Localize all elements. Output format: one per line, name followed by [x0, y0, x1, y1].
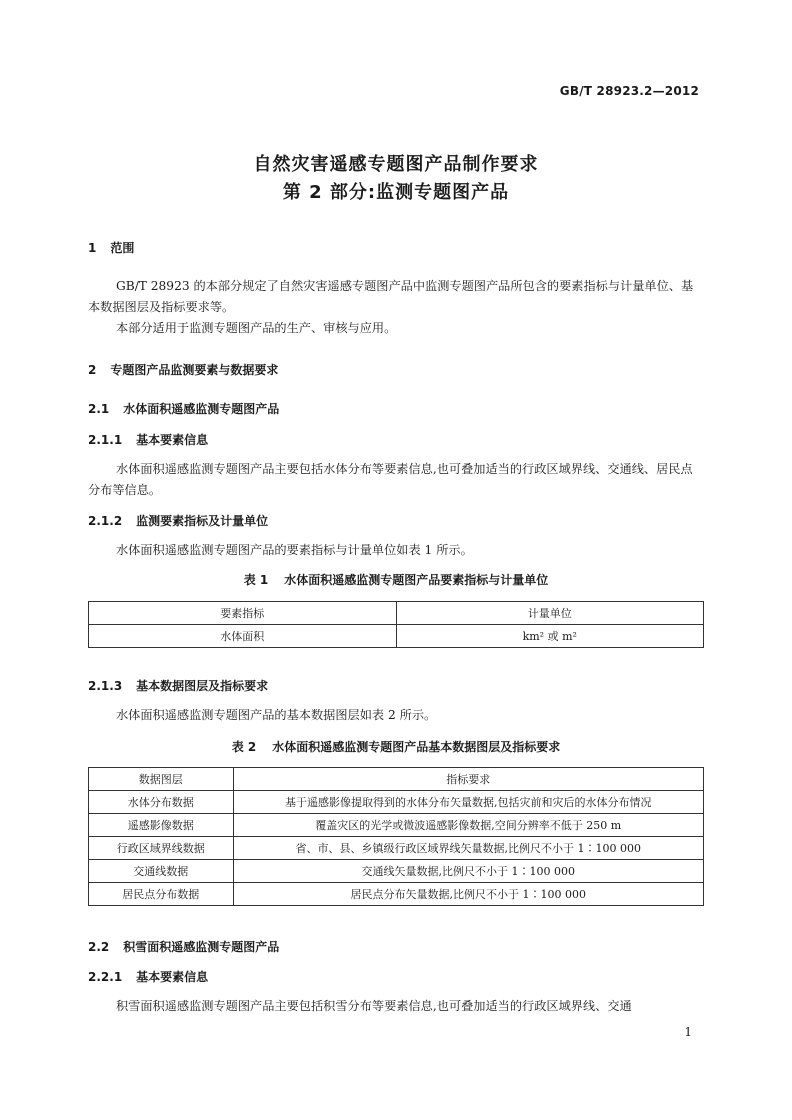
- table-row: [89, 625, 704, 648]
- table-caption-text: 水体面积遥感监测专题图产品基本数据图层及指标要求: [272, 740, 561, 754]
- table-cell: 行政区域界线数据: [89, 837, 234, 860]
- section-title: 范围: [110, 241, 135, 255]
- table-number: 表 2: [231, 740, 257, 754]
- table-cell: 水体分布数据: [89, 791, 234, 814]
- section-number: 2.1.2: [88, 514, 123, 528]
- table-row: [89, 791, 704, 814]
- table-header-cell: 要素指标: [89, 602, 397, 625]
- table-row: [89, 837, 704, 860]
- table-cell: km² 或 m²: [396, 625, 704, 648]
- table-cell: 交通线数据: [89, 860, 234, 883]
- section-2-1-heading: [88, 400, 279, 417]
- table-row: [89, 883, 704, 906]
- section-number: 2: [88, 363, 97, 377]
- section-1-paragraph-1: GB/T 28923 的本部分规定了自然灾害遥感专题图产品中监测专题图产品所包含的要素指标与计量单位、基本数据图层及指标要求等。: [88, 279, 694, 314]
- table-header-row: [89, 602, 704, 625]
- section-2-1-1-heading: [88, 431, 208, 448]
- section-number: 2.2.1: [88, 970, 123, 984]
- section-2-1-2-paragraph: 水体面积遥感监测专题图产品的要素指标与计量单位如表 1 所示。: [116, 543, 473, 557]
- table-1-caption: [0, 571, 792, 588]
- section-number: 2.1.1: [88, 433, 123, 447]
- section-2-1-3-paragraph: 水体面积遥感监测专题图产品的基本数据图层如表 2 所示。: [116, 708, 437, 722]
- table-header-row: [89, 768, 704, 791]
- table-header-cell: 计量单位: [396, 602, 704, 625]
- table-header-cell: 指标要求: [233, 768, 703, 791]
- section-title: 基本要素信息: [136, 970, 209, 984]
- table-cell: 覆盖灾区的光学或微波遥感影像数据,空间分辨率不低于 250 m: [233, 814, 703, 837]
- section-title: 水体面积遥感监测专题图产品: [123, 402, 280, 416]
- section-number: 2.2: [88, 940, 110, 954]
- section-2-heading: [88, 361, 278, 378]
- section-2-2-heading: [88, 938, 279, 955]
- page-number: 1: [684, 1025, 692, 1039]
- table-row: [89, 860, 704, 883]
- section-title: 监测要素指标及计量单位: [136, 514, 269, 528]
- section-title: 基本要素信息: [136, 433, 209, 447]
- section-1-heading: [88, 239, 134, 256]
- section-title: 积雪面积遥感监测专题图产品: [123, 940, 280, 954]
- table-1: [88, 601, 704, 648]
- document-title-line1: 自然灾害遥感专题图产品制作要求: [253, 154, 539, 175]
- table-cell: 水体面积: [89, 625, 397, 648]
- standard-number: GB/T 28923.2—2012: [559, 84, 699, 98]
- section-2-2-1-paragraph: 积雪面积遥感监测专题图产品主要包括积雪分布等要素信息,也可叠加适当的行政区域界线、交通: [116, 999, 632, 1013]
- table-2-caption: [0, 738, 792, 755]
- table-cell: 遥感影像数据: [89, 814, 234, 837]
- table-cell: 居民点分布数据: [89, 883, 234, 906]
- table-number: 表 1: [243, 573, 269, 587]
- section-number: 2.1: [88, 402, 110, 416]
- table-cell: 交通线矢量数据,比例尺不小于 1∶100 000: [233, 860, 703, 883]
- table-2: [88, 767, 704, 906]
- section-1-paragraph-2: 本部分适用于监测专题图产品的生产、审核与应用。: [116, 321, 397, 335]
- section-number: 1: [88, 241, 97, 255]
- document-title-line2: 第 2 部分:监测专题图产品: [282, 182, 510, 203]
- section-2-1-2-heading: [88, 512, 268, 529]
- section-2-2-1-heading: [88, 968, 208, 985]
- section-number: 2.1.3: [88, 679, 123, 693]
- table-header-cell: 数据图层: [89, 768, 234, 791]
- table-caption-text: 水体面积遥感监测专题图产品要素指标与计量单位: [284, 573, 549, 587]
- table-cell: 省、市、县、乡镇级行政区域界线矢量数据,比例尺不小于 1∶100 000: [233, 837, 703, 860]
- section-title: 专题图产品监测要素与数据要求: [110, 363, 279, 377]
- table-row: [89, 814, 704, 837]
- table-cell: 基于遥感影像提取得到的水体分布矢量数据,包括灾前和灾后的水体分布情况: [233, 791, 703, 814]
- section-2-1-1-paragraph: 水体面积遥感监测专题图产品主要包括水体分布等要素信息,也可叠加适当的行政区域界线、交通线、居民点分布等信息。: [88, 462, 693, 497]
- section-2-1-3-heading: [88, 677, 268, 694]
- table-cell: 居民点分布矢量数据,比例尺不小于 1∶100 000: [233, 883, 703, 906]
- section-title: 基本数据图层及指标要求: [136, 679, 269, 693]
